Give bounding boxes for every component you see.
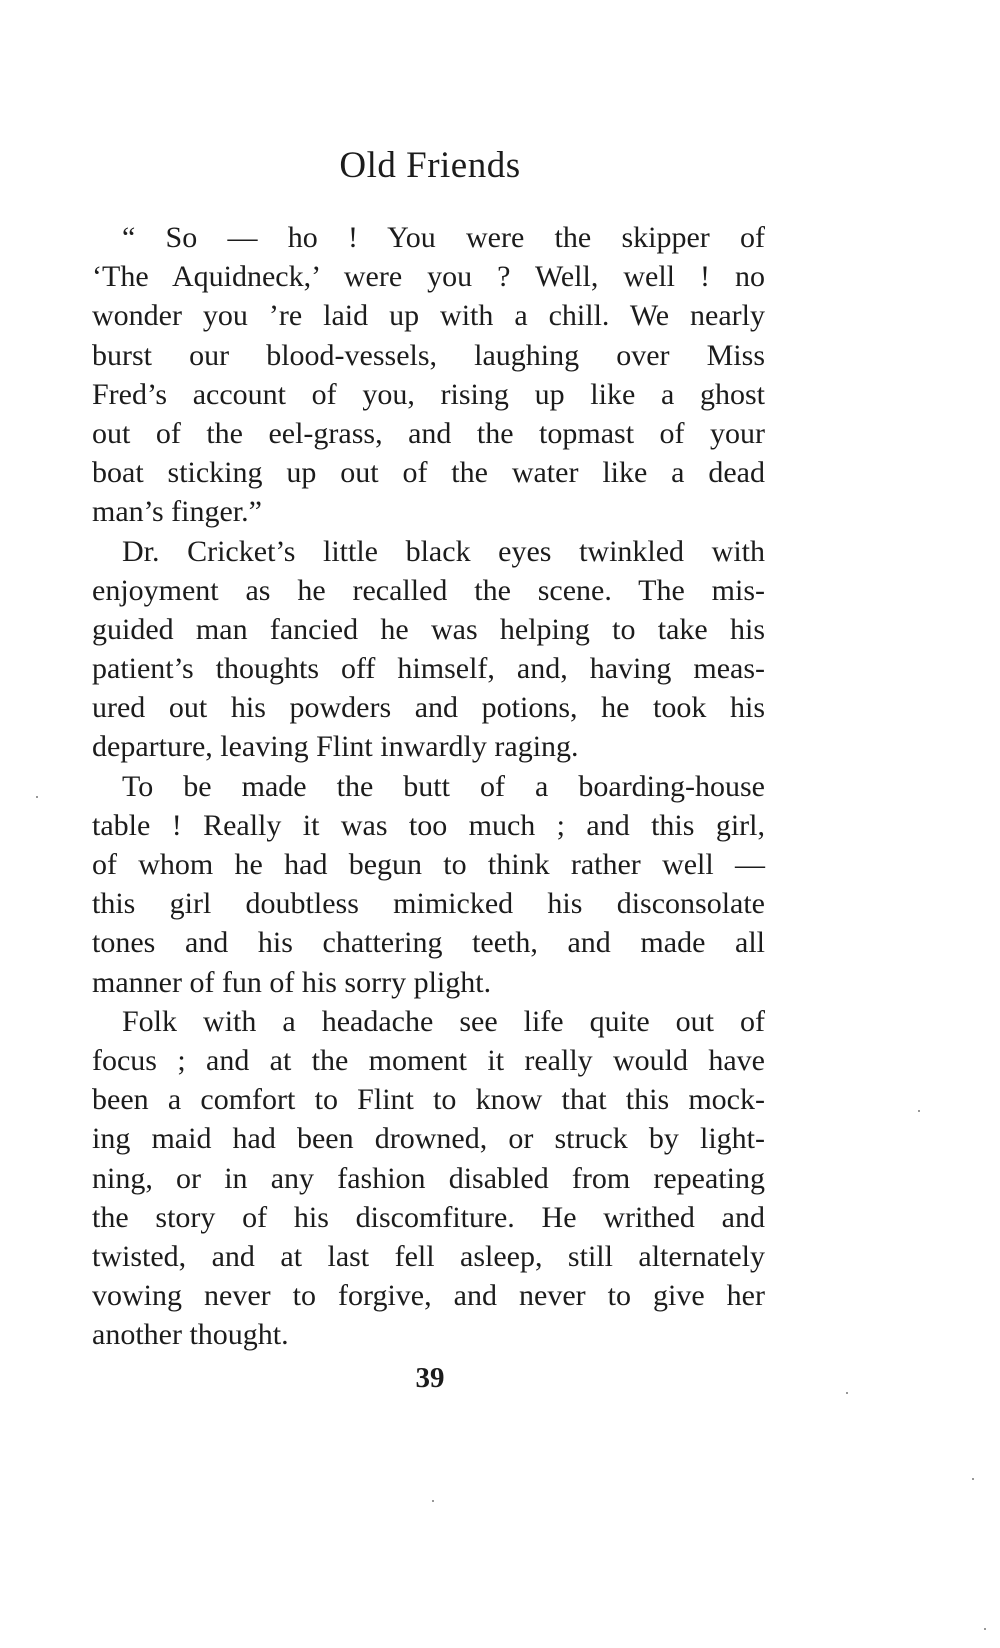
text-line: ‘The Aquidneck,’ were you ? Well, well ! no: [92, 260, 765, 294]
page-number: 39: [415, 1362, 445, 1394]
text-line: patient’s thoughts off himself, and, having meas-: [92, 652, 765, 686]
text-line: Folk with a headache see life quite out of: [122, 1004, 765, 1038]
text-line: Fred’s account of you, rising up like a ghost: [92, 377, 765, 411]
text-line: focus ; and at the moment it really would have: [92, 1043, 765, 1077]
text-line: “ So — ho ! You were the skipper of: [122, 221, 765, 254]
text-line: been a comfort to Flint to know that this mock-: [92, 1083, 765, 1117]
body-text: [92, 218, 765, 1354]
text-line: enjoyment as he recalled the scene. The mis-: [92, 573, 765, 607]
text-line: Dr. Cricket’s little black eyes twinkled with: [122, 534, 765, 568]
text-line: boat sticking up out of the water like a dead: [92, 456, 765, 490]
text-line: ured out his powders and potions, he took his: [92, 691, 765, 725]
text-line: table ! Really it was too much ; and this girl,: [92, 808, 765, 842]
text-line: departure, leaving Flint inwardly raging.: [92, 730, 579, 764]
text-line: twisted, and at last fell asleep, still alternately: [92, 1239, 765, 1273]
text-line: wonder you ’re laid up with a chill. We nearly: [92, 299, 765, 333]
text-line: man’s finger.”: [92, 495, 262, 529]
scan-speck: [918, 1110, 920, 1112]
text-line: another thought.: [92, 1318, 289, 1352]
text-line: ning, or in any fashion disabled from repeating: [92, 1161, 765, 1195]
scan-speck: [36, 796, 38, 798]
text-line: vowing never to forgive, and never to give her: [92, 1279, 765, 1313]
text-line: tones and his chattering teeth, and made all: [92, 926, 765, 960]
text-line: guided man fancied he was helping to take his: [92, 612, 765, 646]
scan-speck: [984, 1628, 986, 1630]
text-line: ing maid had been drowned, or struck by light-: [92, 1122, 765, 1156]
text-line: To be made the butt of a boarding-house: [122, 769, 765, 803]
scan-speck: [972, 1478, 974, 1480]
text-line: the story of his discomfiture. He writhed and: [92, 1200, 765, 1234]
text-line: burst our blood-vessels, laughing over Miss: [92, 338, 765, 372]
running-title: Old Friends: [339, 145, 521, 186]
text-line: this girl doubtless mimicked his disconsolate: [92, 887, 765, 921]
scan-speck: [846, 1392, 848, 1394]
text-line: out of the eel-grass, and the topmast of your: [92, 416, 765, 450]
text-line: manner of fun of his sorry plight.: [92, 965, 492, 999]
scan-speck: [432, 1500, 434, 1502]
text-line: of whom he had begun to think rather well —: [92, 848, 765, 881]
